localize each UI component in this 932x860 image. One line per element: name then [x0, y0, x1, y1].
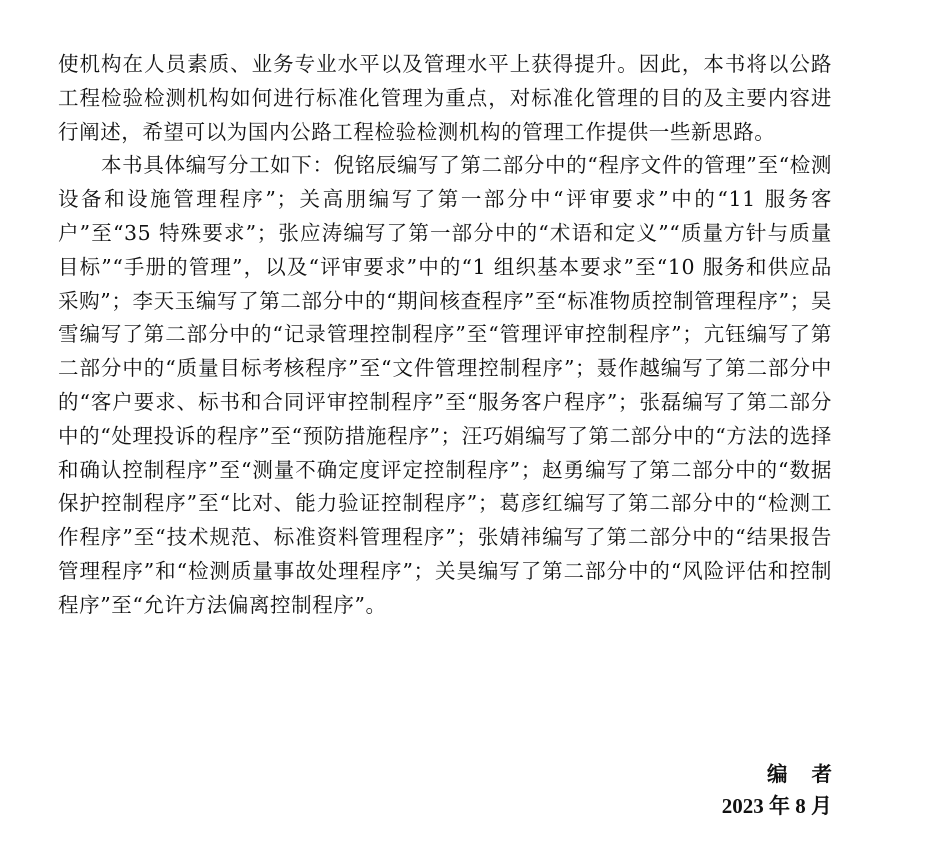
document-body [58, 48, 832, 623]
paragraph-author-division: 本书具体编写分工如下：倪铭辰编写了第二部分中的“程序文件的管理”至“检测设备和设施管理程序”；关高朋编写了第一部分中“评审要求”中的“11 服务客户”至“35 特殊要求”；张应涛编写了第一部分中的“术语和定义”“质量方针与质量目标”“手册的管理”，以及“评审要求”中的“1 组织基本要求”至“10 服务和供应品采购”；李天玉编写了第二部分中的“期间核查程序”至“标准物质控制管理程序”；吴雪编写了第二部分中的“记录管理控制程序”至“管理评审控制程序”；亢钰编写了第二部分中的“质量目标考核程序”至“文件管理控制程序”；聂作越编写了第二部分中的“客户要求、标书和合同评审控制程序”至“服务客户程序”；张磊编写了第二部分中的“处理投诉的程序”至“预防措施程序”；汪巧娟编写了第二部分中的“方法的选择和确认控制程序”至“测量不确定度评定控制程序”；赵勇编写了第二部分中的“数据保护控制程序”至“比对、能力验证控制程序”；葛彦红编写了第二部分中的“检测工作程序”至“技术规范、标准资料管理程序”；张婧祎编写了第二部分中的“结果报告管理程序”和“检测质量事故处理程序”；关昊编写了第二部分中的“风险评估和控制程序”至“允许方法偏离控制程序”。 [58, 153, 832, 617]
signature-block [721, 758, 856, 822]
signature-author: 编者 [767, 762, 856, 786]
signature-date: 2023 年 8 月 [721, 794, 832, 818]
paragraph-intro-continuation: 使机构在人员素质、业务专业水平以及管理水平上获得提升。因此，本书将以公路工程检验检测机构如何进行标准化管理为重点，对标准化管理的目的及主要内容进行阐述，希望可以为国内公路工程检验检测机构的管理工作提供一些新思路。 [58, 52, 832, 144]
